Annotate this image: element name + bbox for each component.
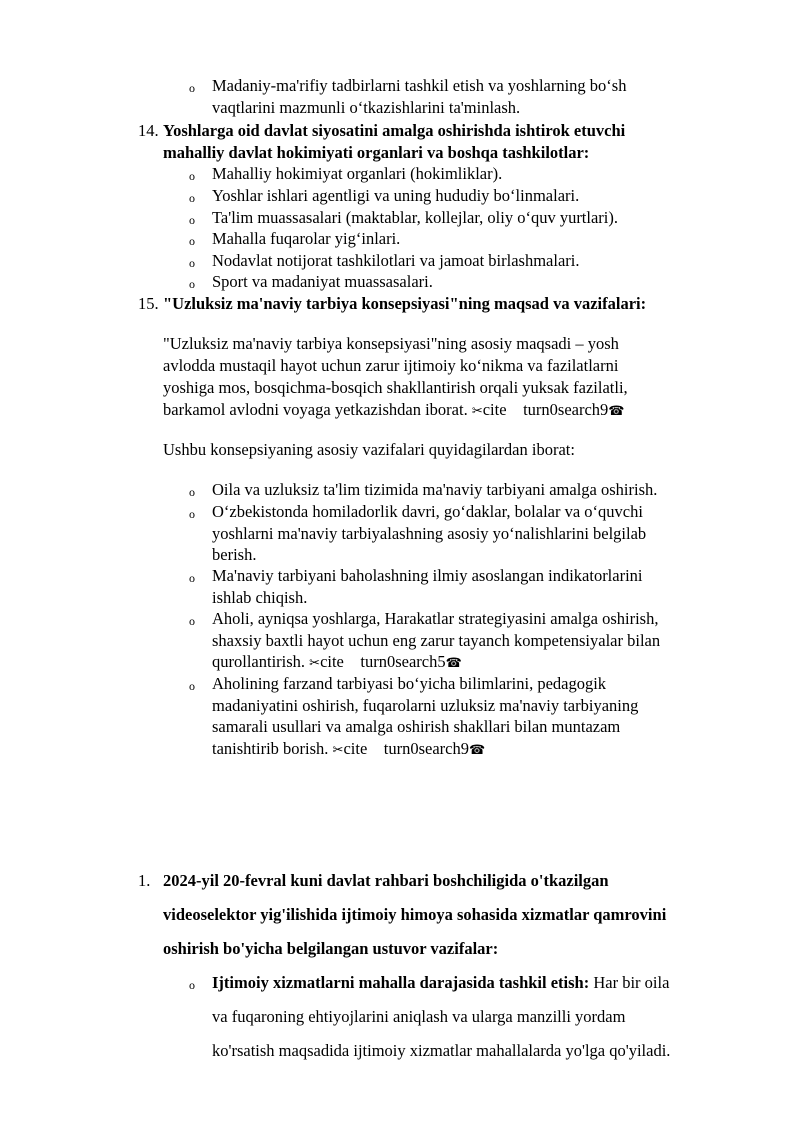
list-item-line: Ma'naviy tarbiyani baholashning ilmiy asoslangan indikatorlarini	[212, 566, 643, 585]
list-item-line: shaxsiy baxtli hayot uchun eng zarur tayanch kompetensiyalar bilan	[212, 631, 661, 650]
item-number: 14.	[138, 121, 159, 140]
bullet-marker: o	[189, 485, 195, 499]
list-item-line: Aholining farzand tarbiyasi bo‘yicha bilimlarini, pedagogik	[212, 674, 607, 693]
cite-ref: turn0search5	[360, 652, 446, 671]
list-item-line: ko'rsatish maqsadida ijtimoiy xizmatlar mahallalarda yo'lga qo'yiladi.	[212, 1041, 671, 1060]
list-item-line: tanishtirib borish. ✂cite turn0search9☎	[212, 739, 486, 758]
list-item-line: berish.	[212, 545, 257, 564]
list-item: Ta'lim muassasalari (maktablar, kollejlar, oliy o‘quv yurtlari).	[212, 208, 618, 227]
list-item-line: va fuqaroning ehtiyojlarini aniqlash va ularga manzilli yordam	[212, 1007, 626, 1026]
bullet-marker: o	[189, 191, 195, 205]
bullet-marker: o	[189, 277, 195, 291]
item-number: 15.	[138, 294, 159, 313]
bullet-marker: o	[189, 679, 195, 693]
list-item-line: Madaniy-ma'rifiy tadbirlarni tashkil etish va yoshlarning bo‘sh	[212, 76, 627, 95]
section-heading: videoselektor yig'ilishida ijtimoiy himoya sohasida xizmatlar qamrovini	[163, 905, 667, 924]
list-item-line: vaqtlarini mazmunli o‘tkazishlarini ta'minlash.	[212, 98, 521, 117]
list-item-line: Aholi, ayniqsa yoshlarga, Harakatlar strategiyasini amalga oshirish,	[212, 609, 659, 628]
list-item: Mahalliy hokimiyat organlari (hokimliklar).	[212, 164, 503, 183]
paragraph-line: Ushbu konsepsiyaning asosiy vazifalari quyidagilardan iborat:	[163, 440, 575, 459]
paragraph-line: yoshiga mos, bosqichma-bosqich shakllantirish orqali yuksak fazilatli,	[163, 378, 628, 397]
section-heading: mahalliy davlat hokimiyati organlari va boshqa tashkilotlar:	[163, 143, 590, 162]
list-item-line: qurollantirish. ✂cite turn0search5☎	[212, 652, 462, 671]
phone-icon: ☎	[469, 743, 486, 758]
bullet-marker: o	[189, 507, 195, 521]
section-heading: oshirish bo'yicha belgilangan ustuvor vazifalar:	[163, 939, 499, 958]
list-item-line: Ijtimoiy xizmatlarni mahalla darajasida tashkil etish: Har bir oila	[212, 973, 670, 992]
list-item-line: Oila va uzluksiz ta'lim tizimida ma'naviy tarbiyani amalga oshirish.	[212, 480, 658, 499]
bullet-marker: o	[189, 213, 195, 227]
list-item: Sport va madaniyat muassasalari.	[212, 272, 433, 291]
scissors-icon: ✂	[332, 743, 344, 758]
cite-label: cite	[482, 400, 507, 419]
paragraph-line: barkamol avlodni voyaga yetkazishdan iborat. ✂cite turn0search9☎	[163, 400, 625, 419]
cite-label: cite	[320, 652, 344, 671]
list-item: Nodavlat notijorat tashkilotlari va jamoat birlashmalari.	[212, 251, 580, 270]
cite-ref: turn0search9	[383, 739, 469, 758]
scissors-icon: ✂	[471, 404, 483, 419]
paragraph-line: "Uzluksiz ma'naviy tarbiya konsepsiyasi"ning asosiy maqsadi – yosh	[163, 334, 619, 353]
bullet-marker: o	[189, 169, 195, 183]
cite-ref: turn0search9	[523, 400, 609, 419]
paragraph-line: avlodda mustaqil hayot uchun zarur ijtimoiy ko‘nikma va fazilatlarni	[163, 356, 619, 375]
bullet-marker: o	[189, 978, 195, 992]
bullet-marker: o	[189, 614, 195, 628]
list-item-line: ishlab chiqish.	[212, 588, 308, 607]
bullet-marker: o	[189, 234, 195, 248]
list-item-line: madaniyatini oshirish, fuqarolarni uzluksiz ma'naviy tarbiyaning	[212, 696, 639, 715]
bullet-marker: o	[189, 81, 195, 95]
phone-icon: ☎	[608, 404, 625, 419]
scissors-icon: ✂	[309, 656, 321, 671]
list-item-line: samarali usullari va amalga oshirish shakllari bilan muntazam	[212, 717, 621, 736]
bullet-marker: o	[189, 571, 195, 585]
bullet-marker: o	[189, 256, 195, 270]
list-item-line: O‘zbekistonda homiladorlik davri, go‘daklar, bolalar va o‘quvchi	[212, 502, 643, 521]
list-item: Mahalla fuqarolar yig‘inlari.	[212, 229, 401, 248]
section-heading: 2024-yil 20-fevral kuni davlat rahbari boshchiligida o'tkazilgan	[163, 871, 609, 890]
bullet-lead: Ijtimoiy xizmatlarni mahalla darajasida tashkil etish:	[212, 973, 590, 992]
section-heading: Yoshlarga oid davlat siyosatini amalga oshirishda ishtirok etuvchi	[163, 121, 626, 140]
list-item-line: yoshlarni ma'naviy tarbiyalashning asosiy yo‘nalishlarini belgilab	[212, 524, 647, 543]
phone-icon: ☎	[445, 656, 462, 671]
section-heading: "Uzluksiz ma'naviy tarbiya konsepsiyasi"ning maqsad va vazifalari:	[163, 294, 647, 313]
item-number: 1.	[138, 871, 151, 890]
cite-label: cite	[343, 739, 368, 758]
list-item: Yoshlar ishlari agentligi va uning hududiy bo‘linmalari.	[212, 186, 580, 205]
